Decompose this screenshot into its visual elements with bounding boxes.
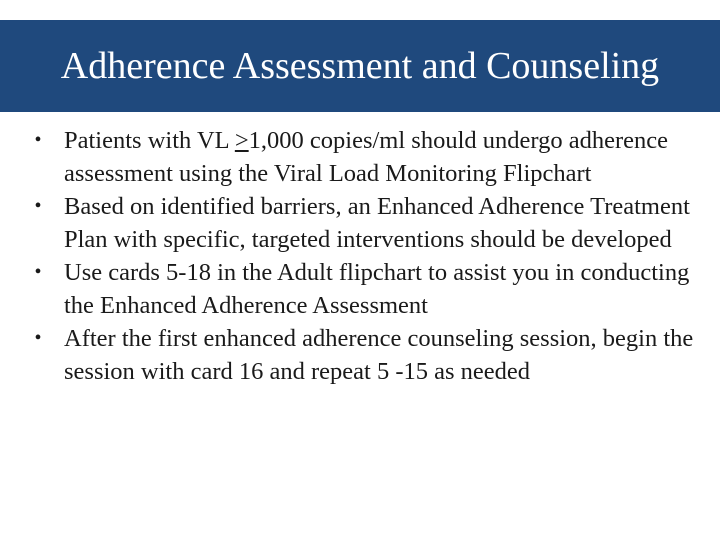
bullet-3-text: Use cards 5-18 in the Adult flipchart to assist you in conducting the Enhanced Adherence Assessment <box>64 259 690 319</box>
bullet-list <box>28 124 700 388</box>
bullet-4-text: After the first enhanced adherence counseling session, begin the session with card 16 and repeat 5 -15 as needed <box>64 325 694 385</box>
bullet-item-1 <box>28 124 700 190</box>
slide-title: Adherence Assessment and Counseling <box>60 45 660 87</box>
bullet-item-2 <box>28 190 700 256</box>
bullet-item-3 <box>28 256 700 322</box>
bullet-icon: • <box>34 129 42 151</box>
bullet-icon: • <box>34 261 42 283</box>
bullet-1-text-after: 1,000 copies/ml should undergo adherence assessment using the Viral Load Monitoring Flipchart <box>64 127 669 187</box>
bullet-item-4 <box>28 322 700 388</box>
title-bar <box>0 20 720 112</box>
bullet-1-underlined-symbol: > <box>234 127 249 154</box>
bullet-2-text: Based on identified barriers, an Enhanced Adherence Treatment Plan with specific, targeted interventions should be developed <box>64 193 690 253</box>
bullet-1-text-before: Patients with VL <box>64 127 235 154</box>
bullet-icon: • <box>34 195 42 217</box>
bullet-icon: • <box>34 327 42 349</box>
